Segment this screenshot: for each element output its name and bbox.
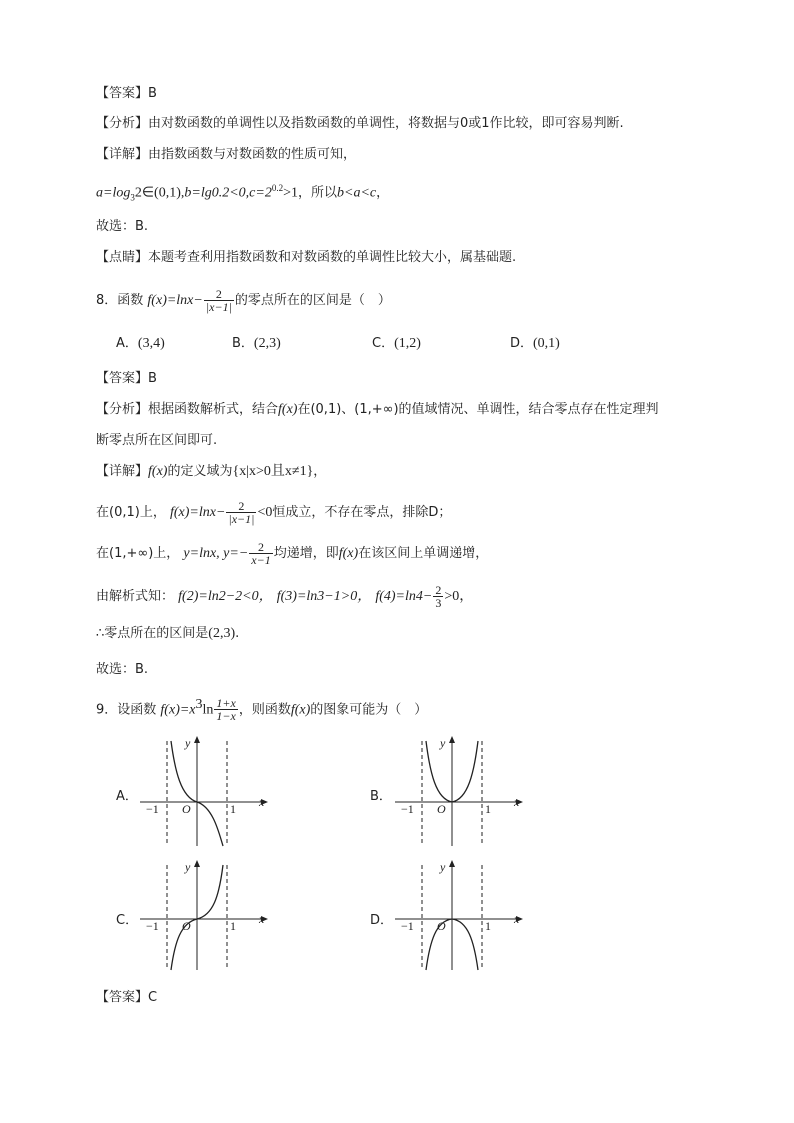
- detail-2-fx: f(x)=lnx−: [169, 505, 226, 520]
- detail-2-prefix: 在(0,1)上，: [96, 505, 166, 520]
- detail-text: 的定义域为: [167, 464, 233, 479]
- detail-3-fx: f(x): [338, 546, 359, 561]
- formula-c: c=2: [249, 185, 272, 201]
- detail-4-num: 2: [435, 583, 442, 597]
- analysis-tag: 【分析】: [96, 116, 149, 131]
- answer-value: C: [148, 990, 158, 1005]
- q9-stem: [96, 697, 427, 722]
- q8-stem-num: 2: [215, 287, 222, 301]
- q9-stem-num: 1+x: [216, 696, 236, 711]
- graph-a[interactable]: [135, 733, 275, 848]
- q9-stem-fraction: [214, 697, 237, 722]
- q8-stem-fraction: [204, 288, 234, 313]
- option-label: A．: [116, 336, 138, 351]
- detail-4-f3: f(3)=ln3−1>0，: [276, 589, 372, 604]
- detail-2-den: |x−1|: [228, 512, 255, 526]
- detail-5-tail: .: [235, 626, 240, 641]
- formula-c-rest: >1: [283, 185, 298, 201]
- formula-a: a=log: [96, 185, 131, 201]
- q8-analysis-line-1: [96, 402, 659, 418]
- q8-analysis-line-2: 断零点所在区间即可.: [96, 433, 218, 448]
- one-label: 1: [485, 919, 491, 933]
- x-label: x: [259, 795, 265, 809]
- analysis-fx: f(x): [278, 402, 298, 417]
- detail-3-fraction: [249, 541, 272, 566]
- answer-value: B: [148, 371, 157, 386]
- detail-fx: f(x): [148, 464, 168, 479]
- q9-stem-den: 1−x: [216, 709, 236, 724]
- q9-stem-mid: ，则函数: [238, 702, 291, 718]
- q9-answer-line: [96, 990, 157, 1006]
- neg1-label: −1: [401, 802, 414, 816]
- q8-detail-line-5: [96, 626, 239, 642]
- graph-c-label[interactable]: C．: [116, 913, 139, 928]
- q8-stem-den: |x−1|: [205, 300, 232, 314]
- y-arrow: [194, 736, 200, 743]
- y-label: y: [185, 736, 191, 750]
- analysis-text: 由对数函数的单调性以及指数函数的单调性，将数据与0或1作比较，即可容易判断.: [148, 116, 624, 131]
- q8-option-a[interactable]: [116, 332, 165, 352]
- graph-b[interactable]: [390, 733, 530, 848]
- formula-conclusion-prefix: ，所以: [298, 185, 338, 201]
- y-arrow: [449, 736, 455, 743]
- detail-2-cmp: <0: [257, 505, 273, 520]
- detail-tag: 【详解】: [96, 464, 149, 479]
- one-label: 1: [230, 802, 236, 816]
- detail-4-fraction: [433, 584, 443, 609]
- detail-2-num: 2: [238, 499, 245, 513]
- detail-2-fraction: [226, 500, 256, 525]
- detail-4-f2: f(2)=ln2−2<0，: [178, 589, 273, 604]
- q7-choose-line: 故选：B.: [96, 219, 149, 234]
- origin-label: O: [437, 919, 446, 933]
- formula-b: b=lg0.2<0,: [184, 185, 250, 201]
- origin-label: O: [437, 802, 446, 816]
- y-label: y: [185, 860, 191, 874]
- option-value: (1,2): [394, 336, 421, 351]
- q8-detail-line-2: [96, 500, 451, 525]
- detail-4-tail: >0，: [444, 589, 474, 604]
- q8-choose-line: 故选：B.: [96, 662, 149, 677]
- formula-conclusion: b<a<c: [337, 185, 377, 201]
- detail-5-prefix: ∴零点所在的区间是: [96, 626, 209, 641]
- q8-detail-line-3: [96, 541, 488, 566]
- answer-tag: 【答案】: [96, 990, 149, 1005]
- q7-answer-line: [96, 86, 157, 102]
- q8-option-d[interactable]: [510, 332, 560, 352]
- q8-stem: [96, 288, 391, 313]
- formula-a-base: 3: [130, 192, 135, 203]
- y-arrow: [194, 860, 200, 867]
- origin-label: O: [182, 919, 191, 933]
- q7-comment-line: [96, 250, 516, 266]
- q7-analysis-line: [96, 116, 624, 132]
- q9-stem-prefix: 9．设函数: [96, 702, 157, 718]
- graph-d[interactable]: [390, 857, 530, 972]
- option-value: (3,4): [137, 336, 165, 351]
- neg1-label: −1: [401, 919, 414, 933]
- detail-tail: ，: [313, 464, 327, 479]
- analysis-text-b: 在(0,1)、(1,+∞)的值域情况、单调性，结合零点存在性定理判: [297, 402, 659, 417]
- x-label: x: [514, 795, 520, 809]
- detail-text: 由指数函数与对数函数的性质可知，: [148, 147, 357, 162]
- detail-domain: {x|x>0且x≠1}: [232, 464, 314, 479]
- q8-stem-suffix: 的零点所在的区间是（ ）: [234, 293, 391, 308]
- one-label: 1: [485, 802, 491, 816]
- detail-tag: 【详解】: [96, 147, 149, 162]
- y-label: y: [440, 860, 446, 874]
- option-label: B．: [232, 336, 254, 351]
- q9-stem-ln: ln: [202, 702, 214, 718]
- q9-stem-suffix: 的图象可能为（ ）: [310, 702, 428, 718]
- detail-5-interval: (2,3): [208, 626, 236, 641]
- detail-3-prefix: 在(1,+∞)上，: [96, 546, 180, 561]
- detail-4-f4: f(4)=ln4−: [375, 589, 433, 604]
- detail-3-den: x−1: [251, 553, 271, 567]
- one-label: 1: [230, 919, 236, 933]
- comment-tag: 【点睛】: [96, 250, 149, 265]
- q8-option-c[interactable]: [372, 332, 421, 352]
- formula-tail: ，: [376, 185, 390, 201]
- graph-a-label[interactable]: A．: [116, 789, 138, 804]
- detail-3-text-b: 在该区间上单调递增，: [358, 546, 489, 561]
- q9-stem-fx2: f(x): [290, 702, 311, 718]
- option-value: (0,1): [533, 336, 560, 351]
- detail-4-prefix: 由解析式知：: [96, 589, 175, 604]
- analysis-text-a: 根据函数解析式，结合: [148, 402, 279, 417]
- analysis-tag: 【分析】: [96, 402, 149, 417]
- option-label: C．: [372, 336, 395, 351]
- detail-2-text: 恒成立，不存在零点，排除D；: [272, 505, 452, 520]
- q9-stem-fx: f(x)=x: [160, 702, 196, 718]
- q8-stem-fx: f(x)=lnx−: [147, 293, 203, 308]
- graph-b-label[interactable]: B．: [370, 789, 392, 804]
- y-arrow: [449, 860, 455, 867]
- neg1-label: −1: [146, 919, 159, 933]
- neg1-label: −1: [146, 802, 159, 816]
- q7-detail-line: [96, 147, 356, 163]
- detail-3-funcs: y=lnx, y=−: [183, 546, 249, 561]
- detail-4-den: 3: [435, 596, 442, 610]
- formula-c-exp: 0.2: [271, 183, 284, 193]
- y-label: y: [440, 736, 446, 750]
- detail-3-text-a: 均递增，即: [273, 546, 339, 561]
- q8-option-b[interactable]: [232, 332, 281, 352]
- origin-label: O: [182, 802, 191, 816]
- q9-stem-exp: 3: [195, 697, 203, 712]
- answer-tag: 【答案】: [96, 86, 149, 101]
- q8-detail-line-4: [96, 584, 473, 609]
- x-label: x: [259, 912, 265, 926]
- detail-3-num: 2: [258, 540, 265, 554]
- option-value: (2,3): [253, 336, 281, 351]
- answer-tag: 【答案】: [96, 371, 149, 386]
- q8-stem-prefix: 8．函数: [96, 293, 144, 308]
- formula-a-rest: 2∈(0,1),: [134, 185, 185, 201]
- x-label: x: [514, 912, 520, 926]
- comment-text: 本题考查利用指数函数和对数函数的单调性比较大小，属基础题.: [148, 250, 517, 265]
- answer-value: B: [148, 86, 157, 101]
- option-label: D．: [510, 336, 534, 351]
- q7-formula-line: [96, 180, 389, 205]
- q8-answer-line: [96, 371, 157, 387]
- graph-c[interactable]: [135, 857, 275, 972]
- q8-detail-line-1: [96, 464, 326, 480]
- graph-d-label[interactable]: D．: [370, 913, 394, 928]
